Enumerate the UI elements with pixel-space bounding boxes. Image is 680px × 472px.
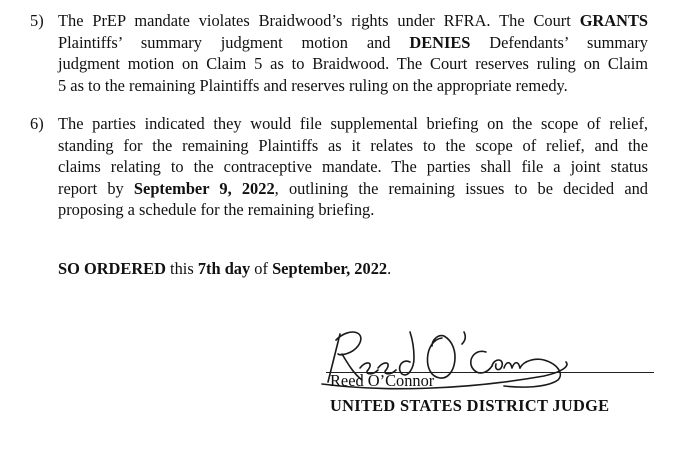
text-run: , outlining the remaining issues to be decided and [274, 178, 648, 198]
paragraph-5 [30, 10, 648, 96]
text-run: The PrEP mandate violates Braidwood’s rights under RFRA. The Court [58, 11, 580, 30]
so-ordered-text: of [250, 259, 273, 278]
text-run: report by [58, 178, 134, 198]
text-run: Defendants’ summary [470, 32, 648, 52]
so-ordered-text: this [165, 259, 198, 278]
text-line [58, 199, 648, 221]
so-ordered-line [58, 258, 391, 280]
text-run: Plaintiffs’ summary judgment motion and [58, 32, 410, 52]
text-run: proposing a schedule for the remaining briefing. [58, 200, 375, 220]
emphasis-text: GRANTS [579, 11, 648, 30]
paragraph-text [58, 10, 648, 96]
text-line [58, 113, 648, 135]
so-ordered-label: SO ORDERED [58, 259, 166, 278]
emphasis-text: DENIES [409, 32, 471, 52]
paragraph-6 [30, 113, 648, 221]
text-line [58, 75, 648, 97]
paragraph-text [58, 113, 648, 221]
text-run: standing for the remaining Plaintiffs as it relates to the scope of relief, and the [58, 135, 648, 155]
text-run: The parties indicated they would file supplemental briefing on the scope of relief, [58, 114, 648, 133]
text-line [58, 32, 648, 54]
paragraph-number: 5) [30, 11, 44, 30]
text-line [58, 10, 648, 32]
judge-name: Reed O’Connor [330, 371, 435, 390]
emphasis-text: September 9, 2022 [133, 178, 275, 198]
judge-title: UNITED STATES DISTRICT JUDGE [330, 396, 610, 415]
order-date: September, 2022 [272, 259, 388, 278]
text-line [58, 135, 648, 157]
text-line [58, 53, 648, 75]
text-line [58, 156, 648, 178]
order-day: 7th day [197, 259, 251, 278]
text-run: judgment motion on Claim 5 as to Braidwood. The Court reserves ruling on Claim [58, 54, 648, 74]
text-line [58, 178, 648, 200]
text-run: 5 as to the remaining Plaintiffs and reserves ruling on the appropriate remedy. [58, 75, 568, 95]
paragraph-number: 6) [30, 114, 44, 133]
so-ordered-period: . [387, 259, 392, 278]
text-run: claims relating to the contraceptive mandate. The parties shall file a joint status [58, 157, 648, 177]
